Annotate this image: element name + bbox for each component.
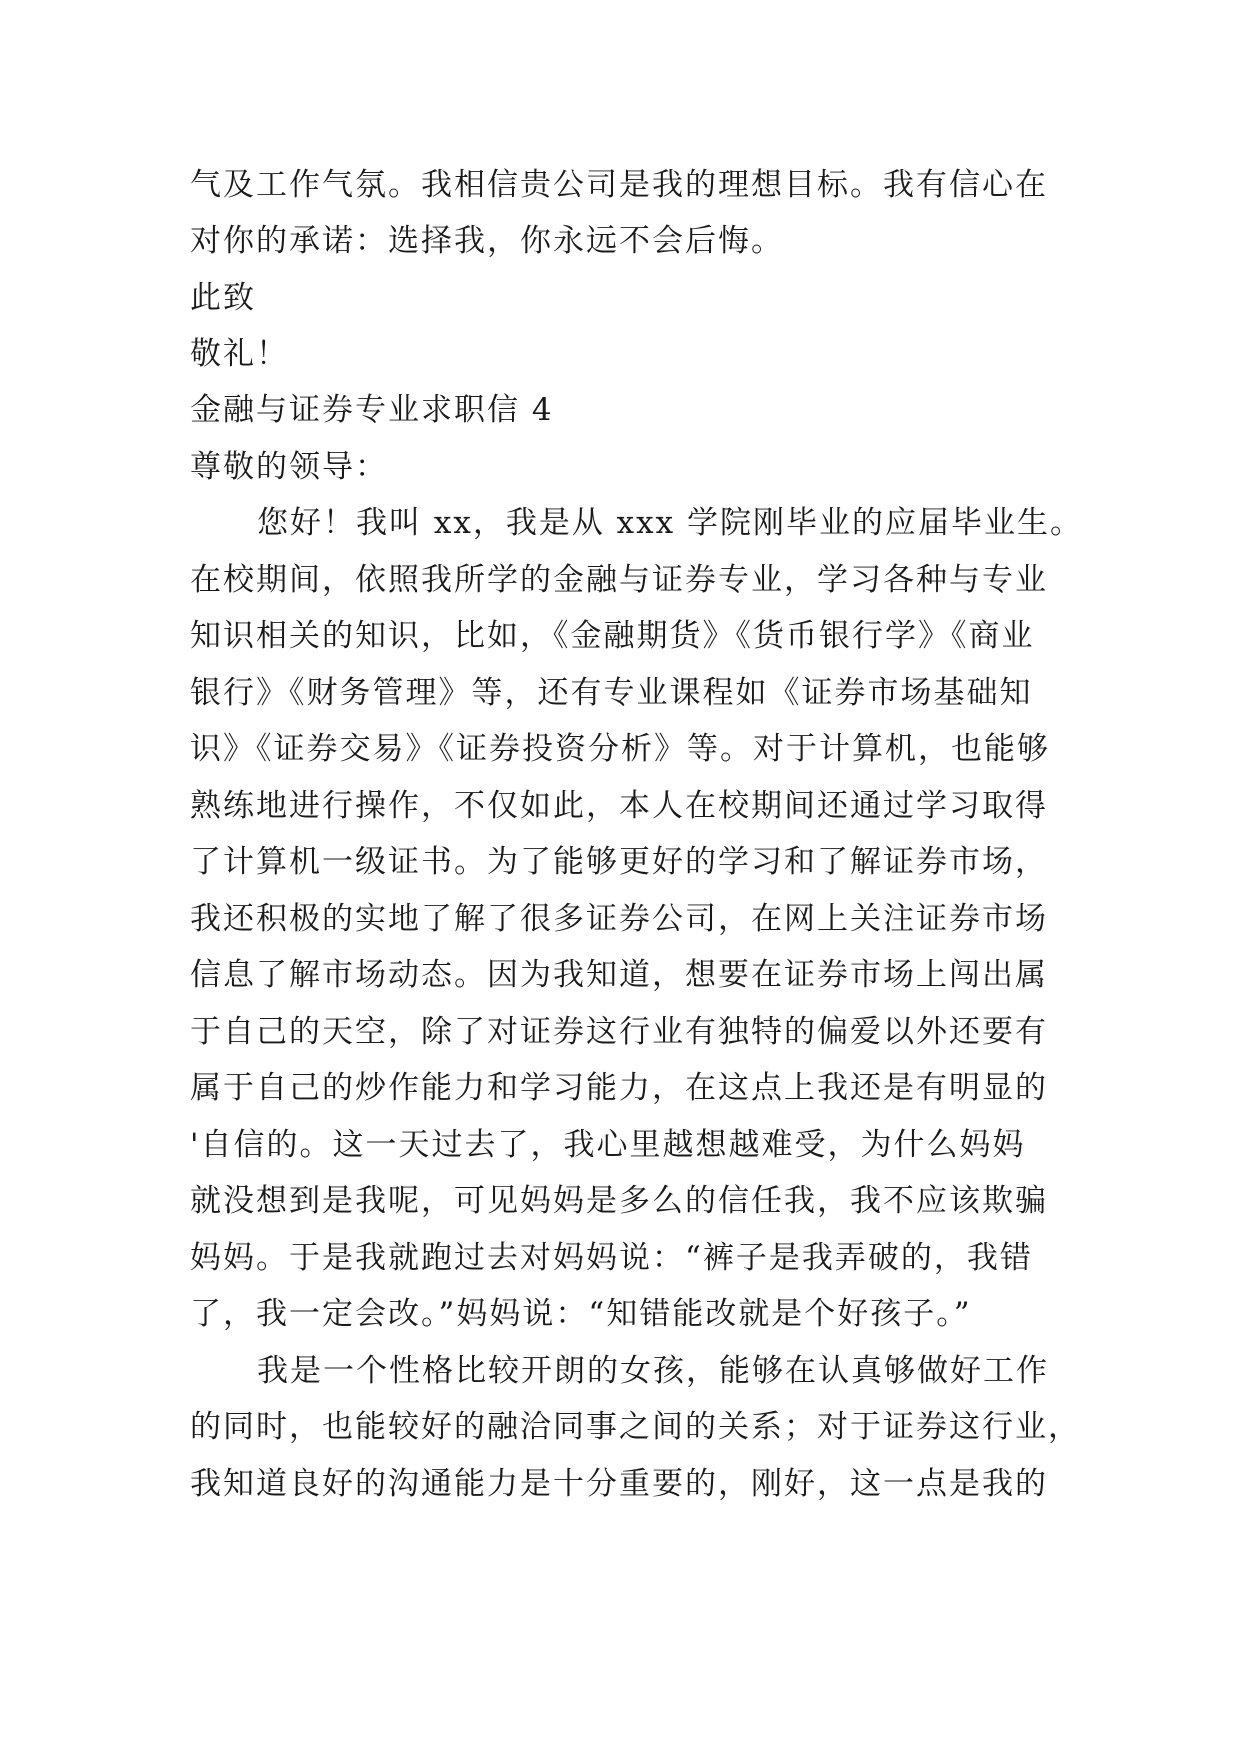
paragraph-first-line: 您好！我叫 xx，我是从 xxx 学院刚毕业的应届毕业生。 — [257, 505, 1083, 541]
text-line: 了，我一定会改。”妈妈说：“知错能改就是个好孩子。” — [190, 1296, 972, 1332]
text-line: 于自己的天空，除了对证券这行业有独特的偏爱以外还要有 — [190, 1014, 1048, 1050]
closing-salutation: 此致 — [190, 280, 256, 316]
text-line: 熟练地进行操作，不仅如此，本人在校期间还通过学习取得 — [190, 788, 1048, 824]
text-line: 在校期间，依照我所学的金融与证券专业，学习各种与专业 — [190, 562, 1048, 598]
paragraph-first-line: 我是一个性格比较开朗的女孩，能够在认真够做好工作 — [257, 1353, 1049, 1389]
text-line: 对你的承诺：选择我，你永远不会后悔。 — [190, 223, 784, 259]
closing-regards: 敬礼！ — [190, 336, 289, 372]
text-line: 的同时，也能较好的融洽同事之间的关系；对于证券这行业， — [190, 1409, 1081, 1445]
text-line: 我还积极的实地了解了很多证券公司，在网上关注证券市场 — [190, 901, 1048, 937]
text-line: 了计算机一级证书。为了能够更好的学习和了解证券市场， — [190, 844, 1048, 880]
text-line: 银行》《财务管理》等，还有专业课程如《证券市场基础知 — [190, 675, 1033, 711]
text-line: '自信的。这一天过去了，我心里越想越难受，为什么妈妈 — [190, 1127, 1026, 1163]
text-line: 妈妈。于是我就跑过去对妈妈说：“裤子是我弄破的，我错 — [190, 1240, 1033, 1276]
text-line: 气及工作气氛。我相信贵公司是我的理想目标。我有信心在 — [190, 167, 1048, 203]
letter-greeting: 尊敬的领导： — [190, 449, 388, 485]
section-title: 金融与证券专业求职信 4 — [190, 392, 554, 428]
text-line: 信息了解市场动态。因为我知道，想要在证券市场上闯出属 — [190, 957, 1048, 993]
text-line: 就没想到是我呢，可见妈妈是多么的信任我，我不应该欺骗 — [190, 1183, 1048, 1219]
text-line: 知识相关的知识，比如，《金融期货》《货币银行学》《商业 — [190, 618, 1035, 654]
text-line: 我知道良好的沟通能力是十分重要的，刚好，这一点是我的 — [190, 1466, 1048, 1502]
text-line: 属于自己的炒作能力和学习能力，在这点上我还是有明显的 — [190, 1070, 1048, 1106]
text-line: 识》《证券交易》《证券投资分析》等。对于计算机，也能够 — [190, 731, 1050, 767]
